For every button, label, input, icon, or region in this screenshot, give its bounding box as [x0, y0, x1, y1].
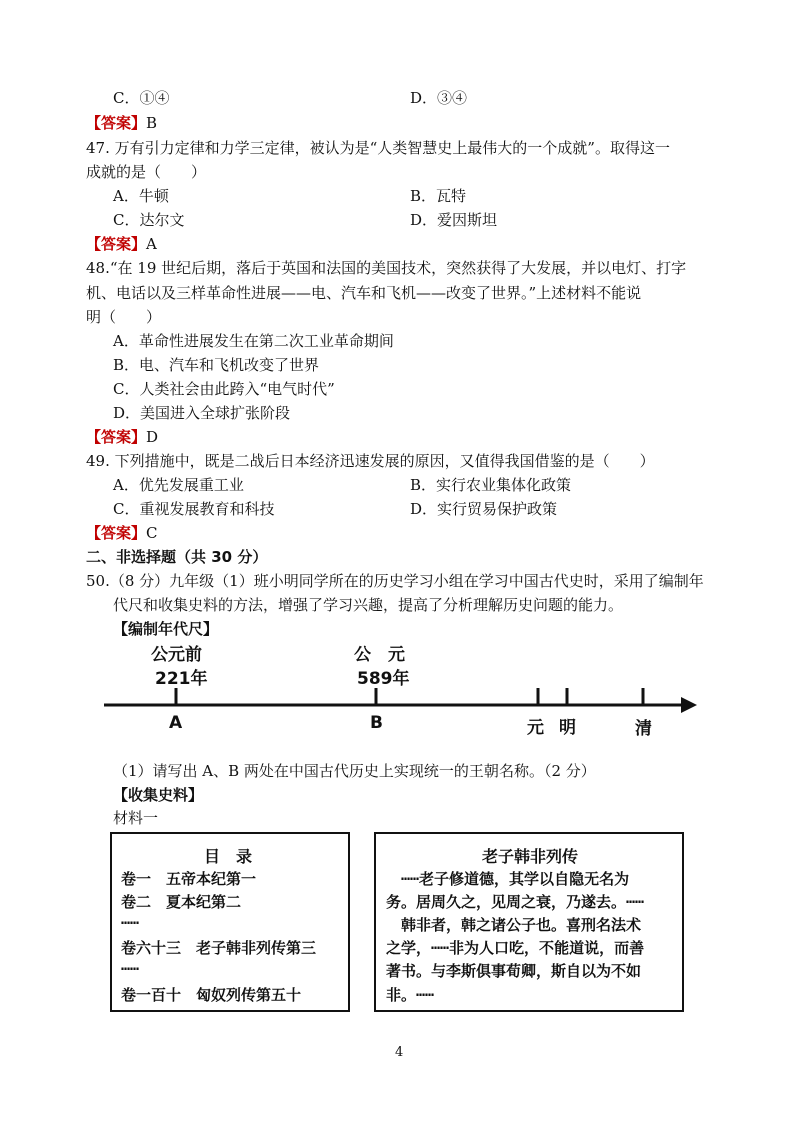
toc-line: 卷二 夏本纪第二	[121, 893, 242, 911]
q47-option-c: C．达尔文	[113, 211, 185, 229]
timeline-label-ming: 明	[559, 718, 576, 738]
toc-title: 目 录	[204, 847, 253, 866]
q49-option-d: D．实行贸易保护政策	[410, 500, 558, 518]
answer-value: A	[146, 235, 157, 253]
answer-tag: 【答案】	[86, 235, 147, 253]
answer-value: B	[146, 114, 158, 132]
timeline-p2-top: 公 元	[354, 645, 405, 665]
biography-line: 务。居周久之，见周之衰，乃遂去。┅┅	[386, 893, 645, 911]
q49-option-c: C．重视发展教育和科技	[113, 500, 275, 518]
biography-line: ┅┅老子修道德，其学以自隐无名为	[386, 870, 630, 888]
biography-line: 之学，┅┅非为人口吃，不能道说，而善	[386, 939, 645, 957]
toc-box	[110, 832, 350, 1012]
q47-stem-line2: 成就的是（ ）	[86, 163, 207, 181]
q47-option-b: B．瓦特	[410, 187, 467, 205]
answer-value: D	[146, 428, 159, 446]
q48-option-b: B．电、汽车和飞机改变了世界	[113, 356, 320, 374]
q46-option-d: D．③④	[410, 89, 468, 107]
material-label: 材料一	[113, 809, 159, 827]
timeline-p1-year: 221年	[155, 669, 208, 689]
page-number: 4	[395, 1045, 404, 1060]
q48-option-c: C．人类社会由此跨入“电气时代”	[113, 380, 335, 398]
timeline-label-yuan: 元	[527, 718, 544, 738]
timeline-arrow-icon	[681, 697, 697, 713]
timeline-label-qing: 清	[635, 719, 652, 739]
answer-value: C	[146, 524, 158, 542]
q48-option-a: A．革命性进展发生在第二次工业革命期间	[113, 332, 394, 350]
toc-line: 卷一百十 匈奴列传第五十	[121, 986, 302, 1004]
answer-tag: 【答案】	[86, 428, 147, 446]
q47-option-d: D．爱因斯坦	[410, 211, 498, 229]
q48-stem-line3: 明（ ）	[86, 308, 162, 326]
biography-line: 非。┅┅	[386, 986, 435, 1004]
timeline-label-b: B	[370, 713, 383, 733]
q49-option-b: B．实行农业集体化政策	[410, 476, 572, 494]
biography-box	[374, 832, 684, 1012]
toc-line: ┅┅	[121, 960, 140, 978]
q48-stem-line2: 机、电话以及三样革命性进展——电、汽车和飞机——改变了世界。”上述材料不能说	[86, 284, 642, 302]
toc-line: ┅┅	[121, 914, 140, 932]
toc-line: 卷六十三 老子韩非列传第三	[121, 939, 317, 957]
q49-stem: 49. 下列措施中，既是二战后日本经济迅速发展的原因，又值得我国借鉴的是（ ）	[86, 452, 655, 470]
q48-option-d: D．美国进入全球扩张阶段	[113, 404, 291, 422]
timeline-p2-year: 589年	[357, 669, 410, 689]
biography-line: 著书。与李斯俱事荀卿，斯自以为不如	[386, 962, 642, 980]
q47-stem-line1: 47. 万有引力定律和力学三定律，被认为是“人类智慧史上最伟大的一个成就”。取得这一	[86, 139, 670, 157]
q50-sub1: （1）请写出 A、B 两处在中国古代历史上实现统一的王朝名称。（2 分）	[113, 762, 596, 780]
toc-line: 卷一 五帝本纪第一	[121, 870, 257, 888]
answer-tag: 【答案】	[86, 114, 147, 132]
answer-tag: 【答案】	[86, 524, 147, 542]
biography-title: 老子韩非列传	[482, 847, 579, 866]
q48-stem-line1: 48.“在 19 世纪后期，落后于英国和法国的美国技术，突然获得了大发展，并以电灯、打字	[86, 259, 687, 277]
collect-heading: 【收集史料】	[113, 786, 204, 804]
q50-stem-line2: 代尺和收集史料的方法，增强了学习兴趣，提高了分析理解历史问题的能力。	[113, 596, 624, 614]
timeline-p1-top: 公元前	[151, 645, 202, 665]
q50-stem-line1: 50.（8 分）九年级（1）班小明同学所在的历史学习小组在学习中国古代史时，采用了编制年	[86, 572, 704, 590]
timeline-label-a: A	[169, 713, 183, 733]
q49-option-a: A．优先发展重工业	[113, 476, 244, 494]
q46-option-c: C．①④	[113, 89, 170, 107]
q47-option-a: A．牛顿	[113, 187, 169, 205]
timeline-heading: 【编制年代尺】	[113, 620, 219, 638]
section-heading: 二、非选择题（共 30 分）	[86, 548, 268, 566]
biography-line: 韩非者，韩之诸公子也。喜刑名法术	[386, 916, 642, 934]
